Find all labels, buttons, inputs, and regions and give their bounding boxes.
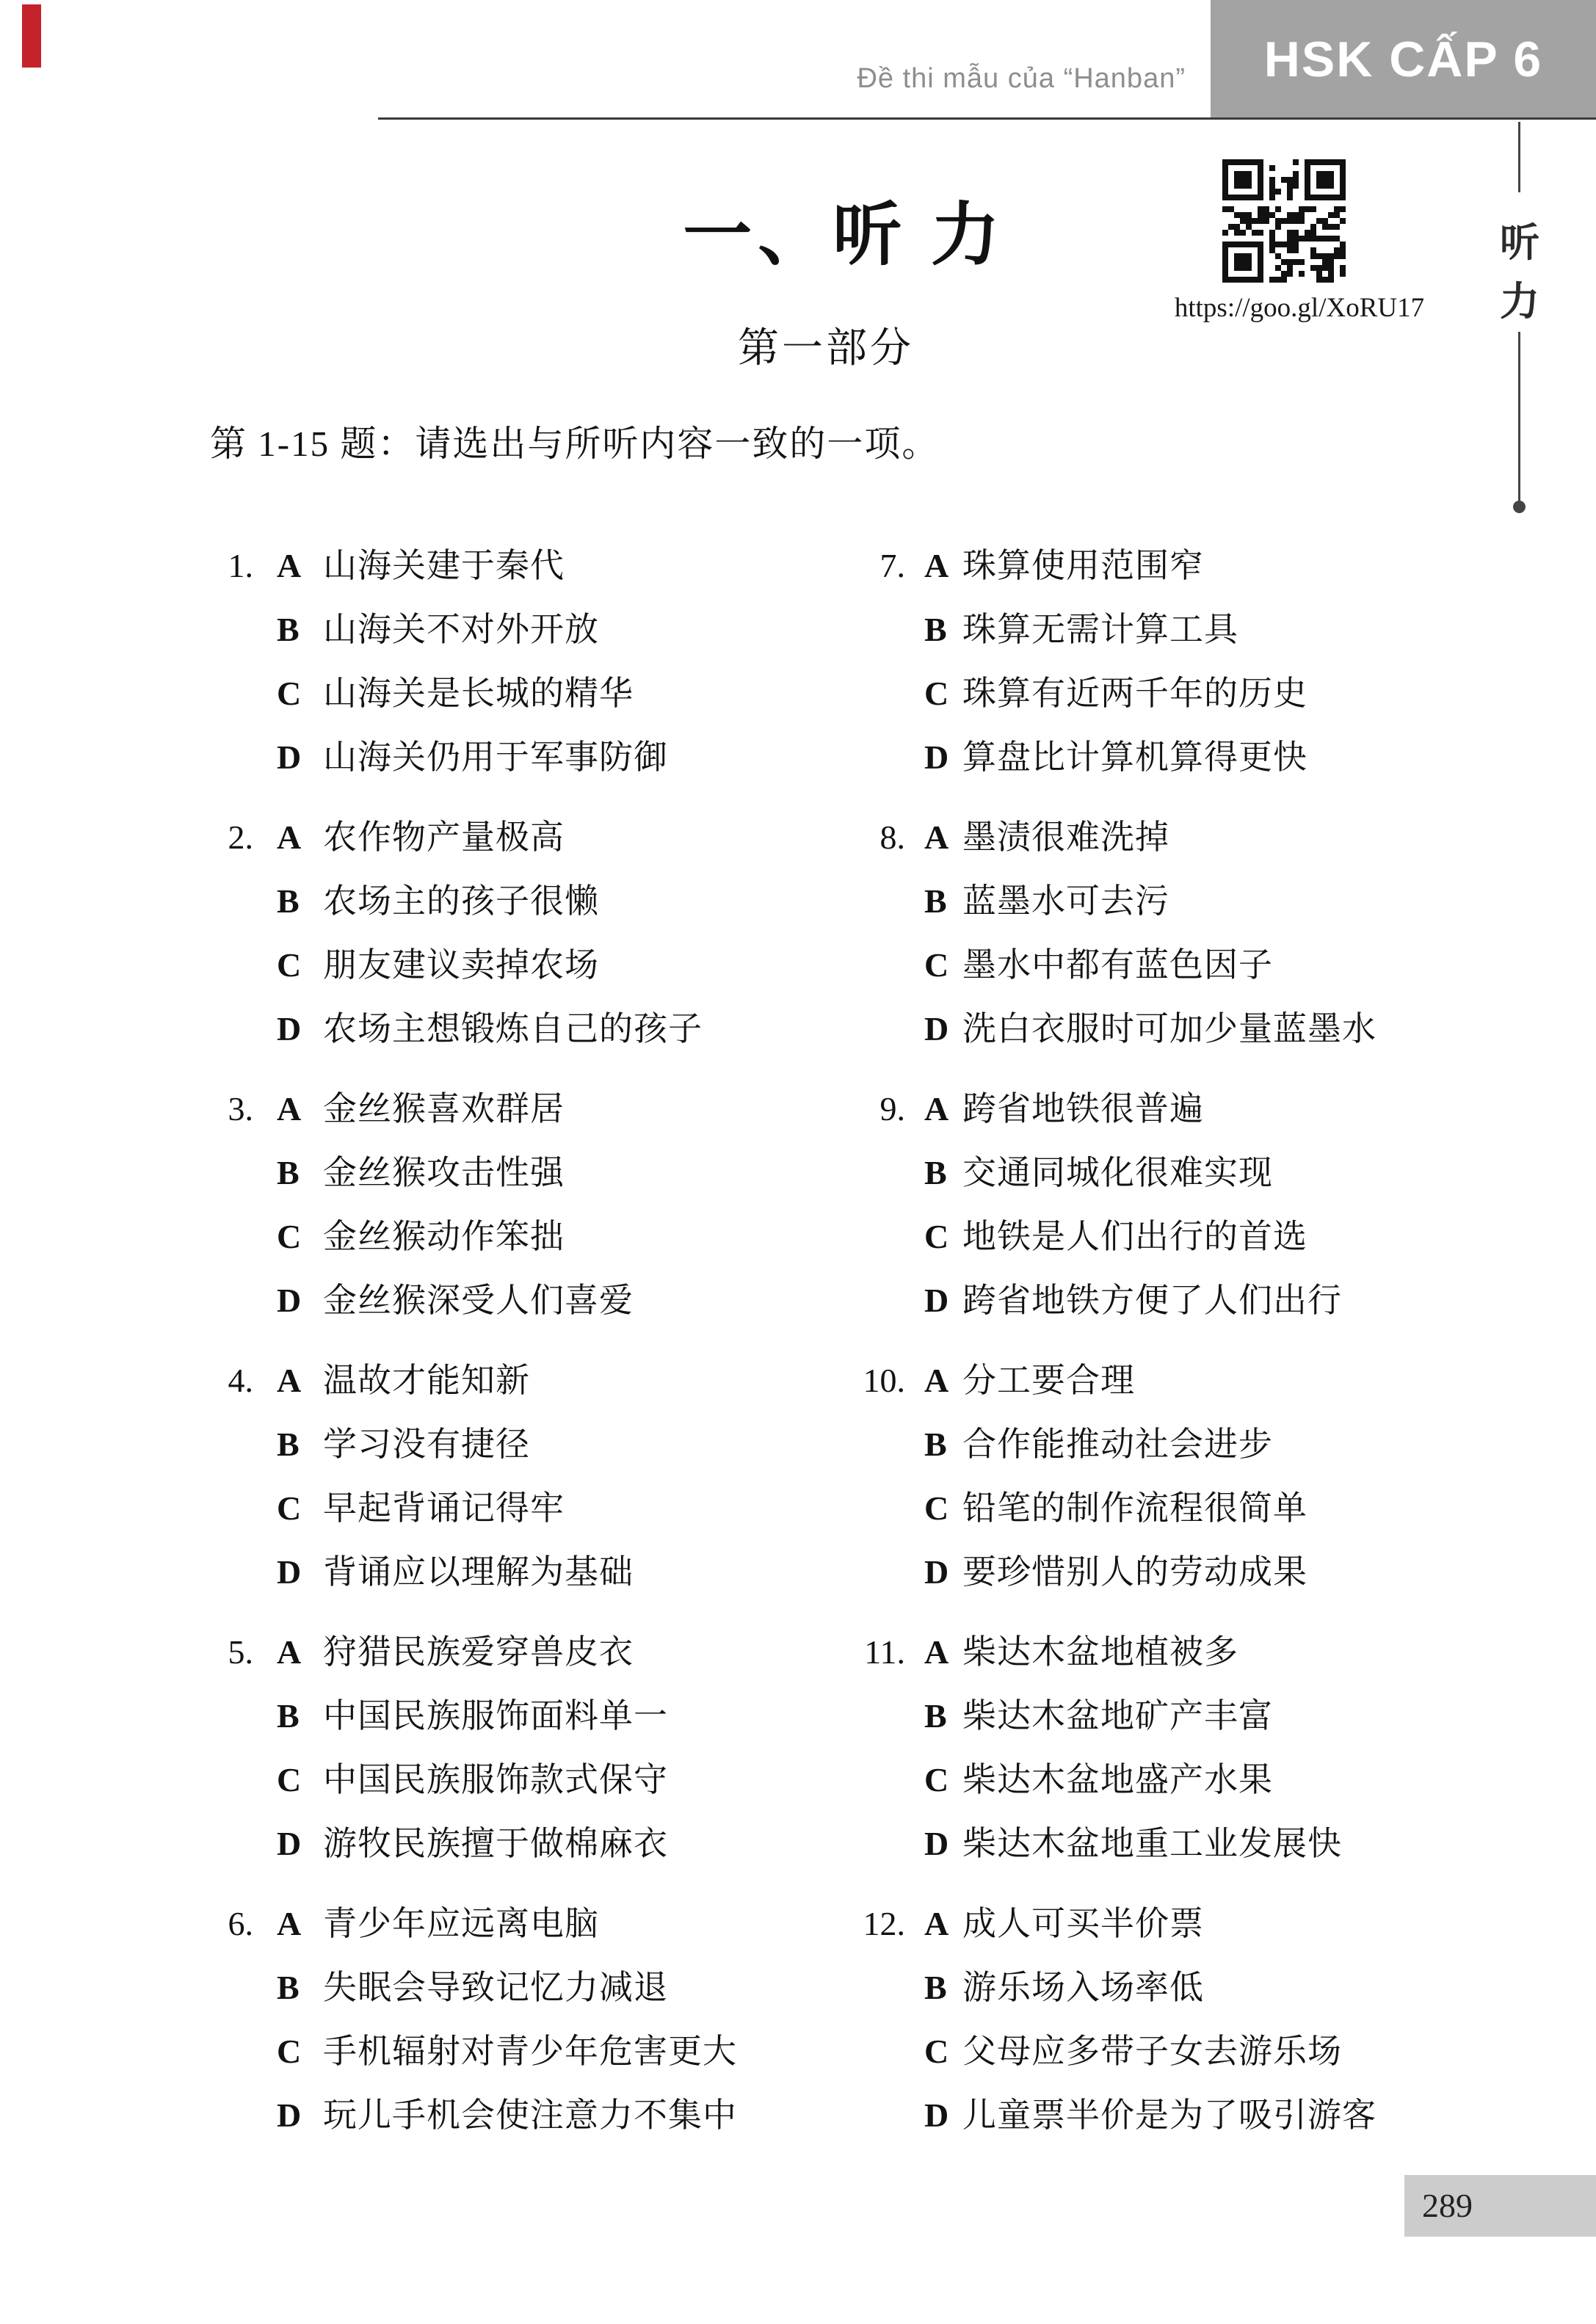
option-row — [103, 1205, 822, 1268]
number-spacer — [822, 1748, 905, 1812]
option-letter: B — [277, 882, 300, 920]
option-letter: D — [277, 1010, 302, 1047]
option-text: 温故才能知新 — [323, 1362, 530, 1399]
number-spacer — [103, 1205, 253, 1268]
option-text: 墨渍很难洗掉 — [962, 818, 1169, 856]
option-letter: C — [277, 1761, 302, 1798]
question-block — [822, 805, 1596, 1061]
option-row — [822, 1348, 1596, 1412]
number-spacer — [103, 1268, 253, 1332]
option-row — [822, 933, 1596, 997]
number-spacer — [103, 869, 253, 933]
option-text: 金丝猴深受人们喜爱 — [323, 1282, 634, 1319]
number-spacer — [822, 661, 905, 725]
number-spacer — [103, 933, 253, 997]
number-spacer — [103, 725, 253, 789]
option-row — [822, 1141, 1596, 1205]
number-spacer — [822, 2019, 905, 2083]
option-row — [103, 2083, 822, 2147]
number-spacer — [822, 1812, 905, 1875]
option-letter: B — [924, 611, 947, 648]
question-block — [103, 534, 822, 789]
question-number: 1. — [228, 547, 253, 584]
option-letter: D — [277, 1282, 302, 1319]
option-letter: C — [277, 1218, 302, 1255]
number-spacer — [822, 1956, 905, 2019]
question-number: 5. — [228, 1633, 253, 1671]
question-block — [822, 1620, 1596, 1875]
option-text: 父母应多带子女去游乐场 — [962, 2033, 1342, 2070]
number-spacer — [103, 661, 253, 725]
option-text: 合作能推动社会进步 — [962, 1426, 1273, 1463]
option-text: 儿童票半价是为了吸引游客 — [962, 2096, 1376, 2134]
option-text: 珠算有近两千年的历史 — [962, 675, 1307, 712]
option-letter: C — [924, 1761, 949, 1798]
option-letter: B — [924, 1969, 947, 2006]
question-number: 9. — [879, 1090, 905, 1127]
option-letter: A — [277, 1362, 302, 1399]
option-letter: C — [277, 946, 302, 984]
section-instruction: 第 1-15 题：请选出与所听内容一致的一项。 — [210, 424, 940, 464]
option-letter: C — [924, 1218, 949, 1255]
option-letter: A — [277, 1090, 302, 1127]
option-text: 要珍惜别人的劳动成果 — [962, 1553, 1307, 1591]
option-row — [103, 1812, 822, 1875]
number-spacer — [822, 1476, 905, 1540]
option-row — [103, 1620, 822, 1684]
option-letter: B — [924, 882, 947, 920]
option-row — [822, 1892, 1596, 1956]
option-text: 金丝猴攻击性强 — [323, 1154, 565, 1191]
option-row — [822, 534, 1596, 598]
option-text: 中国民族服饰面料单一 — [323, 1697, 668, 1735]
option-letter: C — [277, 1489, 302, 1527]
section-part-title: 第一部分 — [738, 326, 914, 371]
option-row — [822, 1205, 1596, 1268]
option-letter: B — [277, 611, 300, 648]
option-row — [103, 1540, 822, 1604]
option-letter: C — [277, 675, 302, 712]
option-letter: A — [924, 1362, 949, 1399]
option-row — [103, 1141, 822, 1205]
question-number: 3. — [228, 1090, 253, 1127]
question-block — [822, 1348, 1596, 1604]
option-letter: A — [924, 1633, 949, 1671]
option-text: 农作物产量极高 — [323, 818, 565, 856]
option-text: 农场主的孩子很懒 — [323, 882, 599, 920]
option-text: 柴达木盆地盛产水果 — [962, 1761, 1273, 1798]
qr-url-text: https://goo.gl/XoRU17 — [1174, 293, 1425, 323]
option-letter: B — [277, 1969, 300, 2006]
option-text: 中国民族服饰款式保守 — [323, 1761, 668, 1798]
option-text: 山海关是长城的精华 — [323, 675, 634, 712]
number-spacer — [822, 598, 905, 661]
option-row — [822, 1540, 1596, 1604]
option-letter: D — [277, 738, 302, 776]
question-block — [103, 1620, 822, 1875]
option-text: 手机辐射对青少年危害更大 — [323, 2033, 737, 2070]
number-spacer — [103, 598, 253, 661]
question-number: 2. — [228, 818, 253, 856]
number-spacer — [822, 725, 905, 789]
option-row — [822, 725, 1596, 789]
option-letter: C — [924, 675, 949, 712]
question-block — [822, 1892, 1596, 2147]
option-letter: B — [924, 1426, 947, 1463]
option-text: 游牧民族擅于做棉麻衣 — [323, 1825, 668, 1862]
option-row — [822, 1812, 1596, 1875]
question-number: 8. — [879, 818, 905, 856]
option-row — [103, 1077, 822, 1141]
option-row — [103, 1412, 822, 1476]
option-letter: C — [277, 2033, 302, 2070]
option-row — [822, 1620, 1596, 1684]
option-row — [103, 1348, 822, 1412]
option-text: 狩猎民族爱穿兽皮衣 — [323, 1633, 634, 1671]
number-spacer — [822, 2083, 905, 2147]
option-row — [103, 2019, 822, 2083]
question-block — [103, 1892, 822, 2147]
option-text: 金丝猴动作笨拙 — [323, 1218, 565, 1255]
hsk-level-badge: HSK CẤP 6 — [1211, 0, 1596, 118]
number-spacer — [103, 2019, 253, 2083]
option-row — [822, 997, 1596, 1061]
question-number: 11. — [864, 1633, 905, 1671]
option-row — [103, 534, 822, 598]
option-letter: B — [277, 1426, 300, 1463]
option-letter: D — [924, 738, 949, 776]
option-text: 玩儿手机会使注意力不集中 — [323, 2096, 737, 2134]
section-title-listening: 一、听 力 — [683, 197, 1006, 274]
option-row — [822, 1412, 1596, 1476]
option-text: 金丝猴喜欢群居 — [323, 1090, 565, 1127]
side-tab-char-listening-1: 听 — [1500, 221, 1539, 265]
header-subtitle-vietnamese: Đề thi mẫu của “Hanban” — [857, 63, 1186, 94]
option-row — [822, 598, 1596, 661]
option-row — [822, 661, 1596, 725]
option-text: 铅笔的制作流程很简单 — [962, 1489, 1307, 1527]
option-letter: A — [924, 1905, 949, 1942]
side-tab-char-listening-2: 力 — [1500, 280, 1539, 324]
number-spacer — [103, 1540, 253, 1604]
option-row — [103, 933, 822, 997]
question-number: 12. — [863, 1905, 905, 1942]
option-text: 跨省地铁很普遍 — [962, 1090, 1204, 1127]
header-divider-line — [378, 117, 1596, 120]
option-letter: A — [277, 547, 302, 584]
option-text: 珠算使用范围窄 — [962, 547, 1204, 584]
option-letter: A — [277, 1905, 302, 1942]
option-letter: A — [924, 818, 949, 856]
number-spacer — [822, 1205, 905, 1268]
option-row — [103, 1476, 822, 1540]
number-spacer — [822, 1684, 905, 1748]
option-row — [822, 1748, 1596, 1812]
questions-column-right — [822, 534, 1596, 2163]
option-row — [822, 1268, 1596, 1332]
option-letter: C — [924, 1489, 949, 1527]
option-text: 学习没有捷径 — [323, 1426, 530, 1463]
questions-column-left — [103, 534, 822, 2163]
option-row — [103, 1748, 822, 1812]
option-text: 地铁是人们出行的首选 — [962, 1218, 1307, 1255]
option-letter: C — [924, 2033, 949, 2070]
number-spacer — [103, 997, 253, 1061]
option-row — [822, 1476, 1596, 1540]
option-letter: D — [924, 1825, 949, 1862]
number-spacer — [822, 1268, 905, 1332]
number-spacer — [103, 1412, 253, 1476]
option-letter: D — [277, 2096, 302, 2134]
option-row — [103, 598, 822, 661]
number-spacer — [822, 1540, 905, 1604]
option-row — [103, 1956, 822, 2019]
number-spacer — [103, 1956, 253, 2019]
question-number: 6. — [228, 1905, 253, 1942]
option-text: 山海关不对外开放 — [323, 611, 599, 648]
question-block — [822, 534, 1596, 789]
option-letter: C — [924, 946, 949, 984]
question-number: 10. — [863, 1362, 905, 1399]
question-number: 7. — [879, 547, 905, 584]
option-text: 失眠会导致记忆力减退 — [323, 1969, 668, 2006]
option-row — [822, 1077, 1596, 1141]
option-text: 柴达木盆地矿产丰富 — [962, 1697, 1273, 1735]
option-letter: B — [924, 1697, 947, 1735]
option-text: 朋友建议卖掉农场 — [323, 946, 599, 984]
option-letter: D — [924, 2096, 949, 2134]
option-text: 早起背诵记得牢 — [323, 1489, 565, 1527]
option-text: 成人可买半价票 — [962, 1905, 1204, 1942]
number-spacer — [103, 1476, 253, 1540]
page-edge-red-marker — [22, 4, 41, 68]
option-row — [103, 725, 822, 789]
number-spacer — [103, 2083, 253, 2147]
option-text: 墨水中都有蓝色因子 — [962, 946, 1273, 984]
option-row — [822, 805, 1596, 869]
option-row — [103, 869, 822, 933]
option-text: 柴达木盆地植被多 — [962, 1633, 1238, 1671]
option-letter: D — [924, 1010, 949, 1047]
question-number: 4. — [228, 1362, 253, 1399]
option-text: 分工要合理 — [962, 1362, 1135, 1399]
option-row — [822, 1684, 1596, 1748]
side-tab-end-dot — [1513, 501, 1526, 513]
option-row — [103, 1892, 822, 1956]
option-text: 游乐场入场率低 — [962, 1969, 1204, 2006]
page-number-box — [1404, 2175, 1596, 2237]
option-row — [822, 1956, 1596, 2019]
option-letter: A — [924, 1090, 949, 1127]
option-text: 农场主想锻炼自己的孩子 — [323, 1010, 703, 1047]
option-letter: A — [924, 547, 949, 584]
option-text: 蓝墨水可去污 — [962, 882, 1169, 920]
number-spacer — [822, 933, 905, 997]
option-row — [103, 997, 822, 1061]
option-text: 柴达木盆地重工业发展快 — [962, 1825, 1342, 1862]
option-text: 背诵应以理解为基础 — [323, 1553, 634, 1591]
option-letter: D — [277, 1553, 302, 1591]
number-spacer — [822, 1412, 905, 1476]
option-letter: A — [277, 1633, 302, 1671]
option-row — [822, 869, 1596, 933]
option-letter: D — [924, 1282, 949, 1319]
question-block — [103, 805, 822, 1061]
number-spacer — [103, 1684, 253, 1748]
option-row — [103, 1684, 822, 1748]
question-block — [822, 1077, 1596, 1332]
option-letter: D — [277, 1825, 302, 1862]
option-row — [103, 1268, 822, 1332]
option-row — [103, 661, 822, 725]
option-text: 交通同城化很难实现 — [962, 1154, 1273, 1191]
option-text: 算盘比计算机算得更快 — [962, 738, 1307, 776]
option-letter: B — [277, 1697, 300, 1735]
question-block — [103, 1348, 822, 1604]
option-letter: A — [277, 818, 302, 856]
page-number: 289 — [1422, 2187, 1473, 2224]
option-row — [822, 2019, 1596, 2083]
option-text: 跨省地铁方便了人们出行 — [962, 1282, 1342, 1319]
number-spacer — [822, 869, 905, 933]
option-text: 山海关建于秦代 — [323, 547, 565, 584]
number-spacer — [822, 997, 905, 1061]
option-text: 洗白衣服时可加少量蓝墨水 — [962, 1010, 1376, 1047]
option-letter: D — [924, 1553, 949, 1591]
option-letter: B — [277, 1154, 300, 1191]
option-row — [103, 805, 822, 869]
number-spacer — [103, 1812, 253, 1875]
number-spacer — [103, 1141, 253, 1205]
option-text: 青少年应远离电脑 — [323, 1905, 599, 1942]
question-block — [103, 1077, 822, 1332]
option-text: 珠算无需计算工具 — [962, 611, 1238, 648]
option-text: 山海关仍用于军事防御 — [323, 738, 668, 776]
number-spacer — [103, 1748, 253, 1812]
option-row — [822, 2083, 1596, 2147]
number-spacer — [822, 1141, 905, 1205]
option-letter: B — [924, 1154, 947, 1191]
